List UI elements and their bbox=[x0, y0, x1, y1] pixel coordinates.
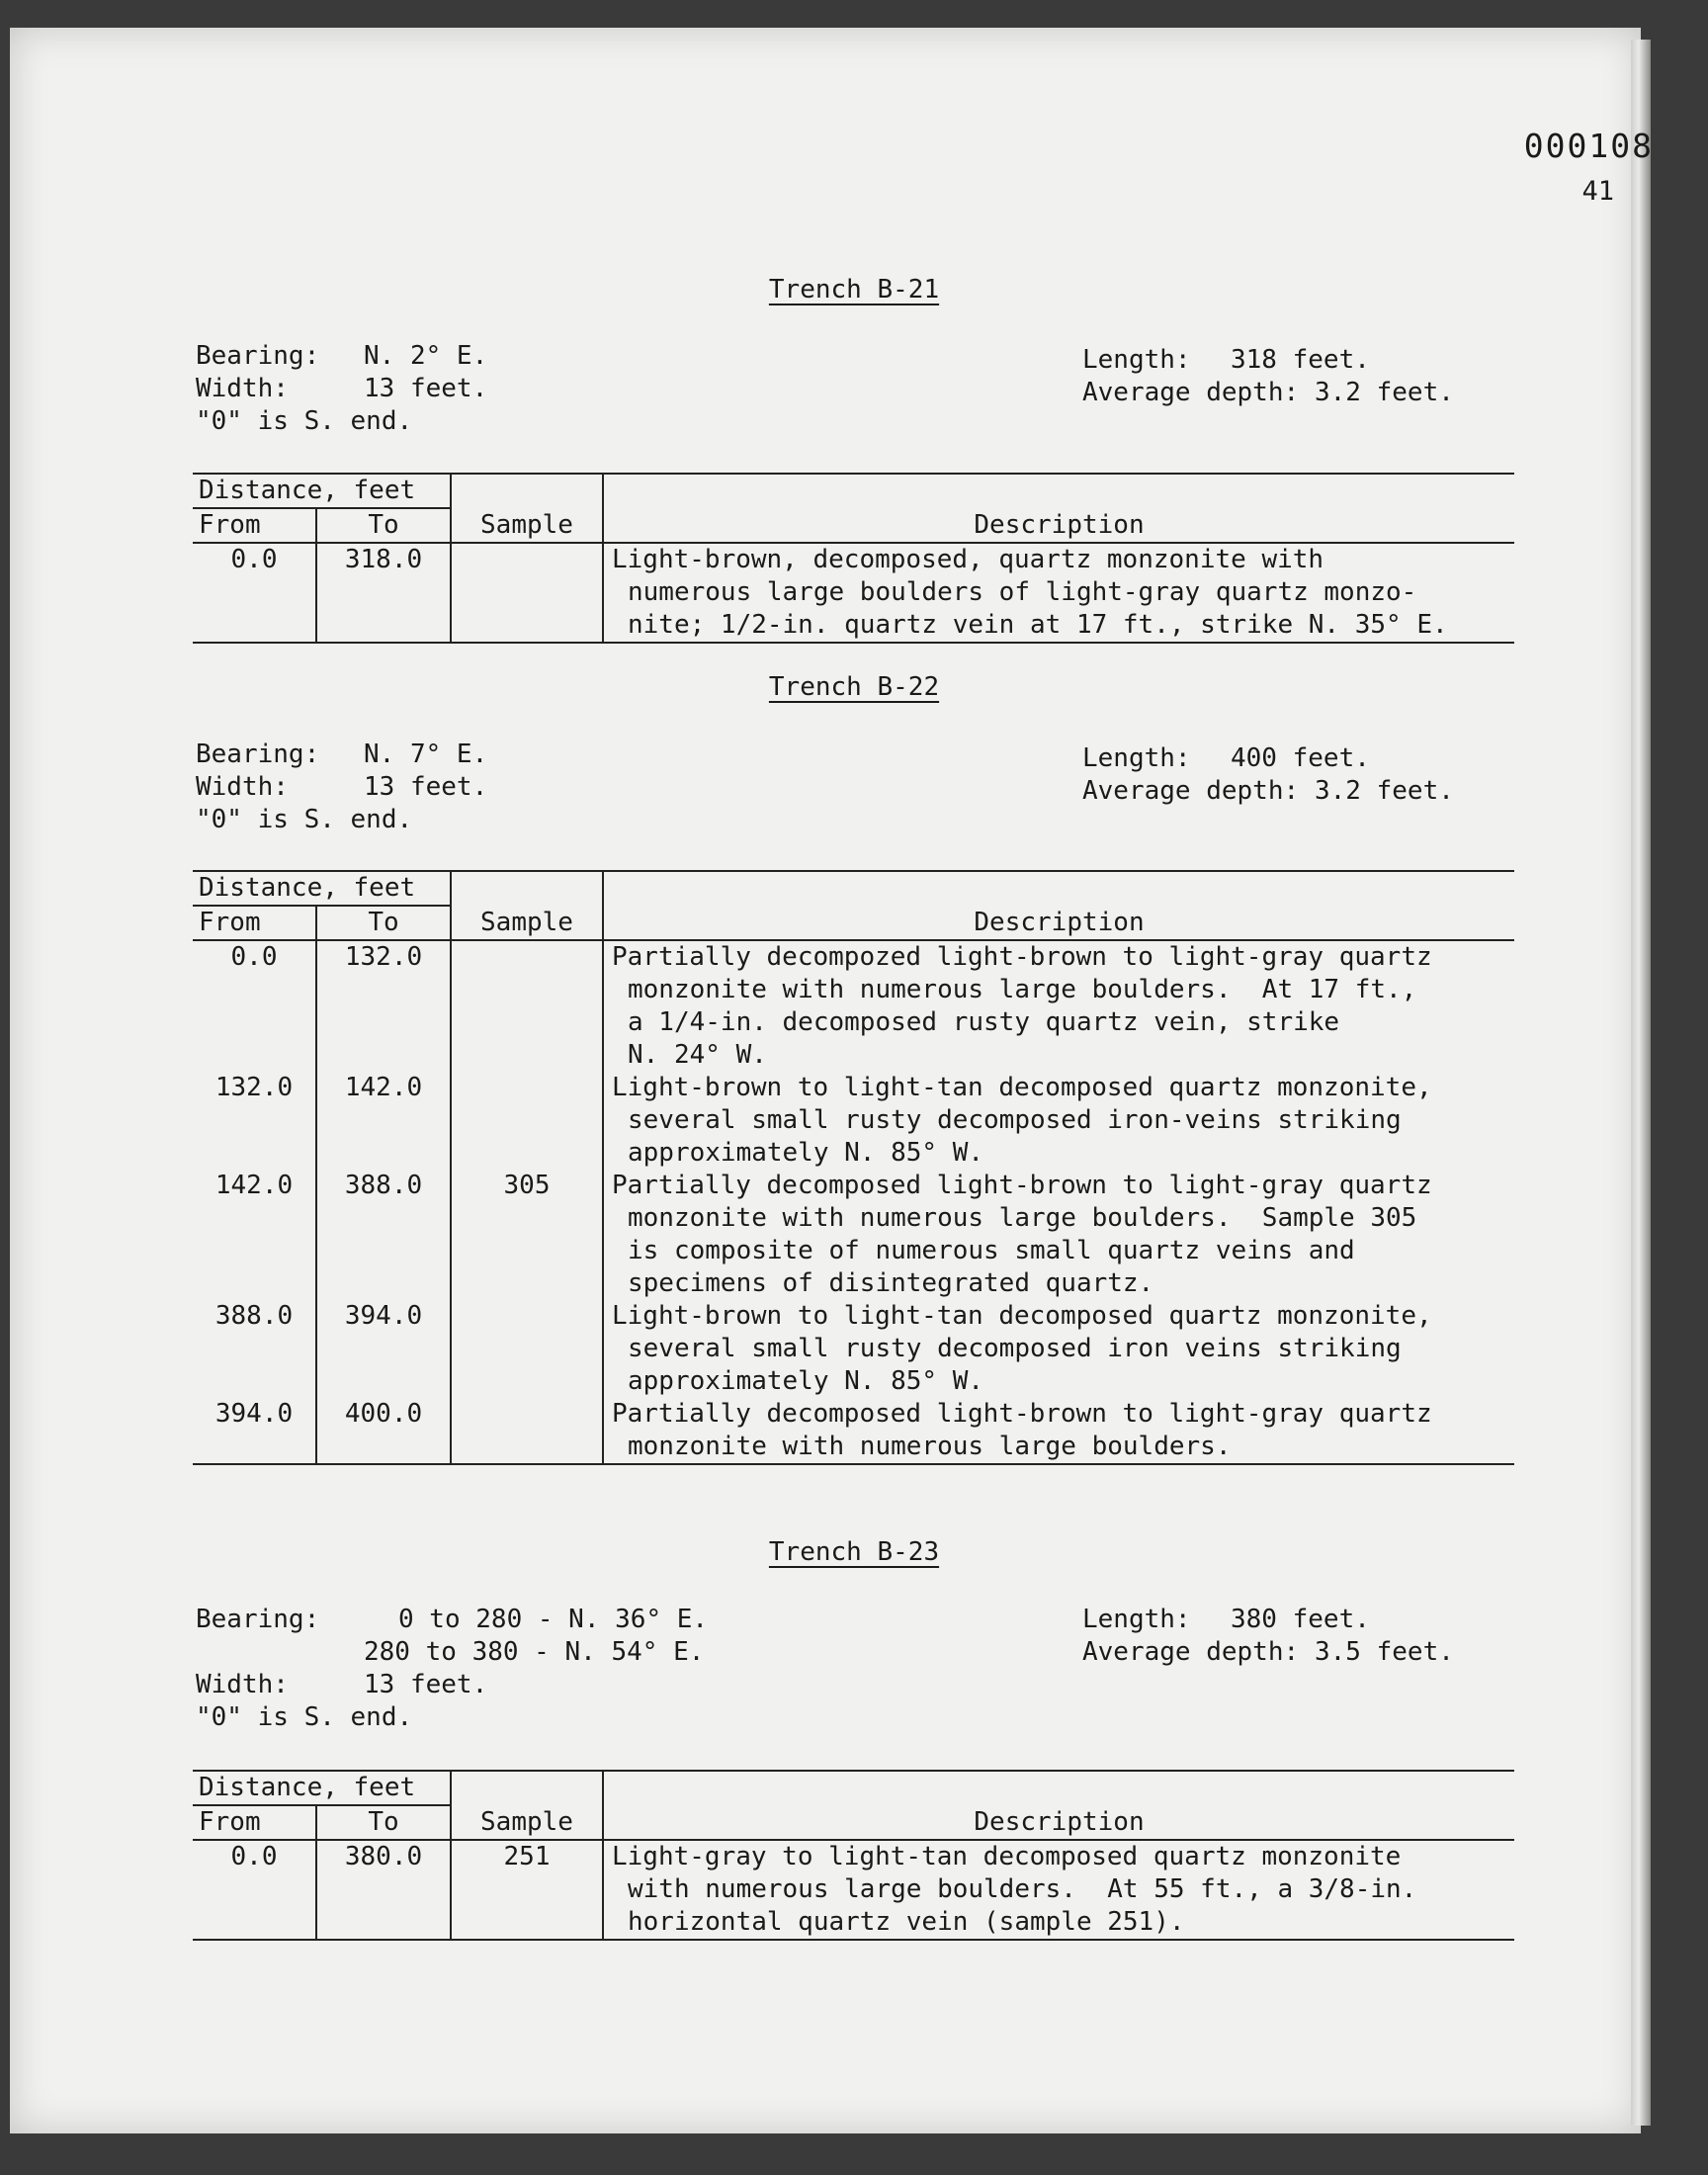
depth-label: Average depth: bbox=[1082, 1637, 1300, 1667]
description-line: a 1/4-in. decomposed rusty quartz vein, strike bbox=[628, 1007, 1340, 1037]
description-line: Partially decompozed light-brown to light-gray quartz bbox=[612, 942, 1432, 972]
from-cell: 132.0 bbox=[193, 1072, 316, 1170]
depth-label: Average depth: bbox=[1082, 378, 1300, 407]
col-description-header: Description bbox=[603, 1805, 1514, 1840]
length-label: Length: bbox=[1082, 345, 1191, 375]
description-line: monzonite with numerous large boulders. Sample 305 bbox=[628, 1203, 1417, 1233]
col-from-header: From bbox=[193, 1805, 316, 1840]
trench-title: Trench B-23 bbox=[768, 1537, 940, 1567]
sample-cell bbox=[451, 940, 603, 1072]
page-edge bbox=[1631, 40, 1651, 2126]
trench-meta-left bbox=[196, 739, 487, 836]
table-row bbox=[193, 1300, 1514, 1398]
to-cell: 400.0 bbox=[316, 1398, 451, 1464]
col-to-header: To bbox=[316, 508, 451, 543]
description-line: monzonite with numerous large boulders. bbox=[628, 1432, 1232, 1461]
bearing-label: Bearing: bbox=[196, 740, 320, 769]
description-line: horizontal quartz vein (sample 251). bbox=[628, 1907, 1185, 1937]
col-sample-header: Sample bbox=[451, 1805, 603, 1840]
bearing-value: 280 to 380 - N. 54° E. bbox=[364, 1637, 705, 1667]
depth-label: Average depth: bbox=[1082, 776, 1300, 806]
bearing-label: Bearing: bbox=[196, 341, 320, 371]
description-line: approximately N. 85° W. bbox=[628, 1366, 984, 1396]
to-cell: 142.0 bbox=[316, 1072, 451, 1170]
col-from-header: From bbox=[193, 508, 316, 543]
description-line: with numerous large boulders. At 55 ft., a 3/8-in. bbox=[628, 1874, 1417, 1904]
bearing-value: 0 to 280 - N. 36° E. bbox=[398, 1605, 709, 1634]
description-line: N. 24° W. bbox=[628, 1040, 767, 1070]
table-row bbox=[193, 1170, 1514, 1300]
trench-meta-right bbox=[1082, 742, 1454, 808]
col-description-header: Description bbox=[603, 906, 1514, 940]
description-line: numerous large boulders of light-gray quartz monzo- bbox=[628, 577, 1417, 607]
table-row bbox=[193, 940, 1514, 1072]
width-label: Width: bbox=[196, 374, 289, 403]
length-label: Length: bbox=[1082, 1605, 1191, 1634]
from-cell: 394.0 bbox=[193, 1398, 316, 1464]
sample-cell: 251 bbox=[451, 1840, 603, 1940]
description-line: Partially decomposed light-brown to light-gray quartz bbox=[612, 1171, 1432, 1200]
description-cell bbox=[603, 940, 1514, 1072]
from-cell: 388.0 bbox=[193, 1300, 316, 1398]
col-from-header: From bbox=[193, 906, 316, 940]
description-line: several small rusty decomposed iron veins striking bbox=[628, 1334, 1402, 1363]
col-to-header: To bbox=[316, 906, 451, 940]
to-cell: 388.0 bbox=[316, 1170, 451, 1300]
width-label: Width: bbox=[196, 1670, 289, 1699]
description-line: nite; 1/2-in. quartz vein at 17 ft., strike N. 35° E. bbox=[628, 610, 1448, 640]
trench-log-table bbox=[193, 473, 1514, 644]
bearing-value: N. 2° E. bbox=[364, 341, 488, 371]
description-line: Light-brown to light-tan decomposed quartz monzonite, bbox=[612, 1073, 1432, 1102]
to-cell: 318.0 bbox=[316, 543, 451, 643]
description-cell bbox=[603, 543, 1514, 643]
sample-cell bbox=[451, 543, 603, 643]
bearing-value: N. 7° E. bbox=[364, 740, 488, 769]
sample-cell: 305 bbox=[451, 1170, 603, 1300]
description-line: Light-gray to light-tan decomposed quartz monzonite bbox=[612, 1842, 1402, 1871]
distance-group-header: Distance, feet bbox=[193, 1771, 451, 1805]
trench-meta-right bbox=[1082, 1604, 1454, 1669]
col-to-header: To bbox=[316, 1805, 451, 1840]
to-cell: 394.0 bbox=[316, 1300, 451, 1398]
to-cell: 132.0 bbox=[316, 940, 451, 1072]
trench-title: Trench B-22 bbox=[768, 672, 940, 702]
length-value: 380 feet. bbox=[1231, 1605, 1370, 1634]
length-value: 318 feet. bbox=[1231, 345, 1370, 375]
description-line: monzonite with numerous large boulders. At 17 ft., bbox=[628, 975, 1417, 1004]
zero-note: "0" is S. end. bbox=[196, 805, 413, 834]
trench-log-table bbox=[193, 1770, 1514, 1941]
length-value: 400 feet. bbox=[1231, 743, 1370, 773]
description-line: specimens of disintegrated quartz. bbox=[628, 1268, 1154, 1298]
description-cell bbox=[603, 1300, 1514, 1398]
from-cell: 0.0 bbox=[193, 940, 316, 1072]
distance-group-header: Distance, feet bbox=[193, 474, 451, 508]
description-line: is composite of numerous small quartz veins and bbox=[628, 1236, 1355, 1265]
description-line: Light-brown, decomposed, quartz monzonite with bbox=[612, 545, 1324, 574]
col-description-header: Description bbox=[603, 508, 1514, 543]
description-cell bbox=[603, 1398, 1514, 1464]
bearing-label: Bearing: bbox=[196, 1605, 320, 1634]
sample-cell bbox=[451, 1398, 603, 1464]
description-cell bbox=[603, 1840, 1514, 1940]
table-row bbox=[193, 1072, 1514, 1170]
document-number: 000108 bbox=[1523, 127, 1654, 165]
trench-meta-left bbox=[196, 1604, 708, 1734]
col-sample-header: Sample bbox=[451, 508, 603, 543]
trench-title: Trench B-21 bbox=[768, 275, 940, 304]
description-line: Light-brown to light-tan decomposed quartz monzonite, bbox=[612, 1301, 1432, 1331]
zero-note: "0" is S. end. bbox=[196, 406, 413, 436]
table-row bbox=[193, 1840, 1514, 1940]
description-cell bbox=[603, 1170, 1514, 1300]
description-line: approximately N. 85° W. bbox=[628, 1138, 984, 1168]
from-cell: 0.0 bbox=[193, 543, 316, 643]
from-cell: 142.0 bbox=[193, 1170, 316, 1300]
trench-log-table bbox=[193, 870, 1514, 1465]
depth-value: 3.2 feet. bbox=[1315, 776, 1454, 806]
sample-cell bbox=[451, 1072, 603, 1170]
from-cell: 0.0 bbox=[193, 1840, 316, 1940]
depth-value: 3.5 feet. bbox=[1315, 1637, 1454, 1667]
width-value: 13 feet. bbox=[364, 1670, 488, 1699]
table-row bbox=[193, 543, 1514, 643]
width-label: Width: bbox=[196, 772, 289, 802]
table-row bbox=[193, 1398, 1514, 1464]
page-number: 41 bbox=[1581, 176, 1614, 207]
zero-note: "0" is S. end. bbox=[196, 1702, 413, 1732]
depth-value: 3.2 feet. bbox=[1315, 378, 1454, 407]
sample-cell bbox=[451, 1300, 603, 1398]
description-line: several small rusty decomposed iron-veins striking bbox=[628, 1105, 1402, 1135]
distance-group-header: Distance, feet bbox=[193, 871, 451, 906]
trench-meta-right bbox=[1082, 344, 1454, 409]
description-cell bbox=[603, 1072, 1514, 1170]
description-line: Partially decomposed light-brown to light-gray quartz bbox=[612, 1399, 1432, 1429]
length-label: Length: bbox=[1082, 743, 1191, 773]
to-cell: 380.0 bbox=[316, 1840, 451, 1940]
trench-meta-left bbox=[196, 340, 487, 438]
col-sample-header: Sample bbox=[451, 906, 603, 940]
width-value: 13 feet. bbox=[364, 772, 488, 802]
width-value: 13 feet. bbox=[364, 374, 488, 403]
